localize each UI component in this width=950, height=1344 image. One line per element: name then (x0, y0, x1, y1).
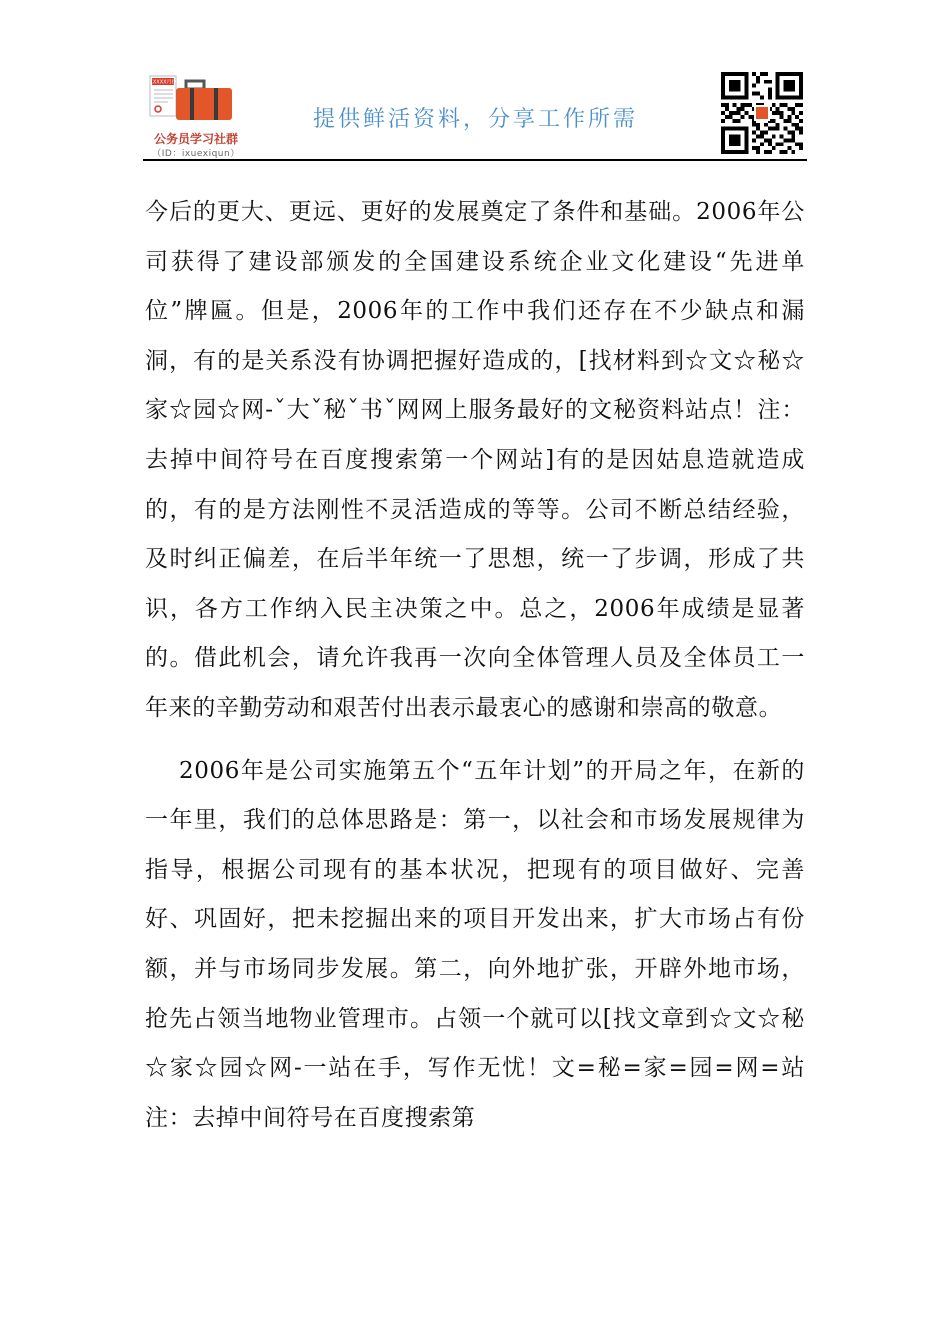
logo (146, 72, 238, 160)
paragraph: 2006年是公司实施第五个“五年计划”的开局之年，在新的一年里，我们的总体思路是：第一，以社会和市场发展规律为指导，根据公司现有的基本状况，把现有的项目做好、完善好、巩固好，把未挖掘出来的项目开发出来，扩大市场占有份额，并与市场同步发展。第二，向外地扩张，开辟外地市场，抢先占领当地物业管理市。占领一个就可以[找文章到☆文☆秘☆家☆园☆网-一站在手，写作无忧！文=秘=家=园=网=站注：去掉中间符号在百度搜索第 (145, 757, 805, 1131)
paragraph: 今后的更大、更远、更好的发展奠定了条件和基础。2006年公司获得了建设部颁发的全国建设系统企业文化建设“先进单位”牌匾。但是，2006年的工作中我们还存在不少缺点和漏洞，有的是关系没有协调把握好造成的，[找材料到☆文☆秘☆家☆园☆网-ˇ大ˇ秘ˇ书ˇ网网上服务最好的文秘资料站点！注：去掉中间符号在百度搜索第一个网站]有的是因姑息造就造成的，有的是方法刚性不灵活造成的等等。公司不断总结经验，及时纠正偏差，在后半年统一了思想，统一了步调，形成了共识，各方工作纳入民主决策之中。总之，2006年成绩是显著的。借此机会，请允许我再一次向全体管理人员及全体员工一年来的辛勤劳动和艰苦付出表示最衷心的感谢和崇高的敬意。 (145, 199, 805, 721)
header-divider (143, 159, 807, 161)
page-header (143, 70, 807, 160)
document-body (145, 188, 805, 1143)
qr-code-icon (721, 72, 803, 154)
logo-badge-text: XXXXX月份 (149, 79, 177, 86)
logo-id: （ID：ixuexiqun） (152, 149, 240, 159)
header-tagline: 提供鲜活资料，分享工作所需 (313, 107, 639, 132)
logo-name: 公务员学习社群 (153, 132, 238, 146)
briefcase-logo-icon (146, 72, 238, 132)
